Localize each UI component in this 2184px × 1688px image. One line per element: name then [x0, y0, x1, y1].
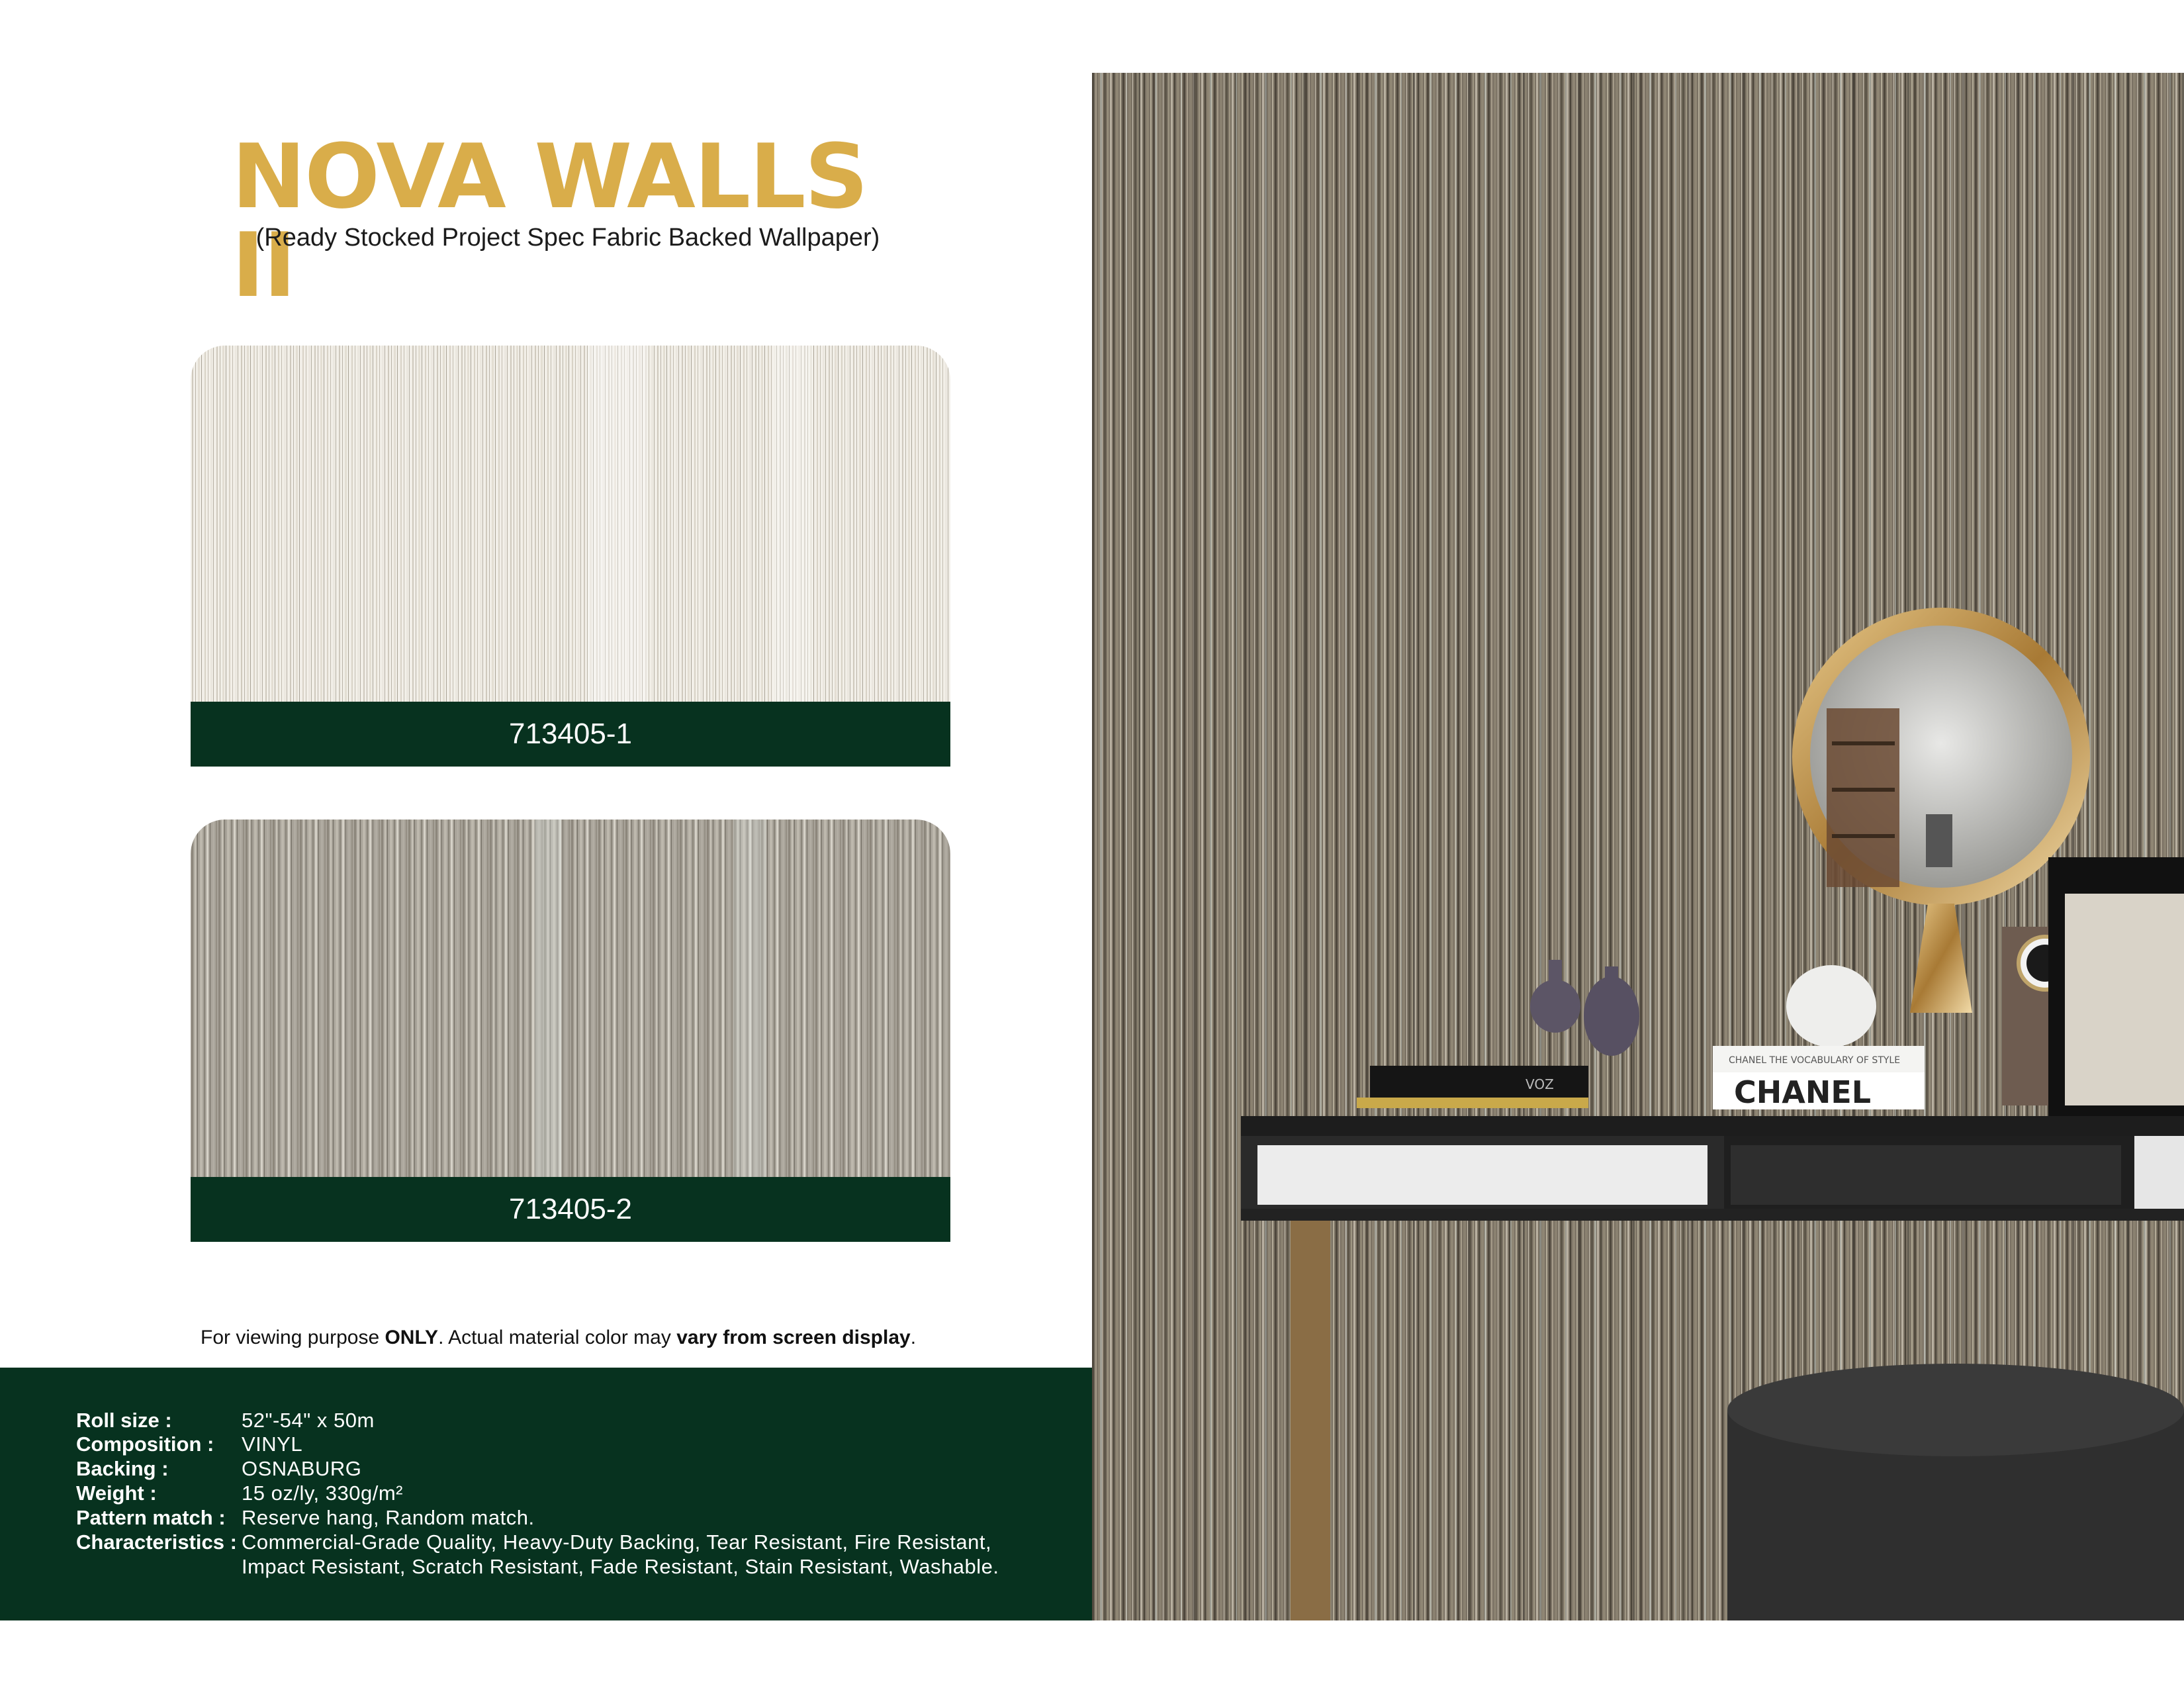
swatch-image-light — [191, 346, 950, 702]
swatch-code-label: 713405-2 — [191, 1177, 950, 1242]
spec-pattern-match: Pattern match : Reserve hang, Random match. — [76, 1506, 535, 1529]
vase-book-text: VOZ — [1525, 1076, 1554, 1092]
specs-panel — [0, 1368, 1092, 1620]
book-small-text: CHANEL THE VOCABULARY OF STYLE — [1729, 1055, 1901, 1066]
spec-roll-size: Roll size : 52"-54" x 50m — [76, 1409, 375, 1432]
spec-weight: Weight : 15 oz/ly, 330g/m² — [76, 1481, 403, 1505]
spec-backing: Backing : OSNABURG — [76, 1457, 362, 1480]
swatch-image-grey — [191, 820, 950, 1177]
swatch-code-label: 713405-1 — [191, 702, 950, 767]
page-title: NOVA WALLS II — [232, 125, 868, 317]
spec-composition: Composition : VINYL — [76, 1432, 303, 1456]
disclaimer-text: For viewing purpose ONLY. Actual material color may vary from screen display. — [201, 1327, 917, 1348]
swatch-card-1[interactable] — [191, 346, 950, 768]
page-subtitle: (Ready Stocked Project Spec Fabric Backed Wallpaper) — [255, 224, 880, 252]
spec-characteristics: Characteristics : Commercial-Grade Quality, Heavy-Duty Backing, Tear Resistant, Fire Resistant, — [76, 1530, 992, 1554]
room-scene-svg — [1092, 73, 2184, 1620]
swatch-card-2[interactable] — [191, 820, 950, 1242]
book-spine-text: CHANEL — [1734, 1074, 1872, 1110]
spec-characteristics-cont: Impact Resistant, Scratch Resistant, Fade Resistant, Stain Resistant, Washable. — [242, 1555, 999, 1578]
room-scene-image — [1092, 73, 2184, 1620]
